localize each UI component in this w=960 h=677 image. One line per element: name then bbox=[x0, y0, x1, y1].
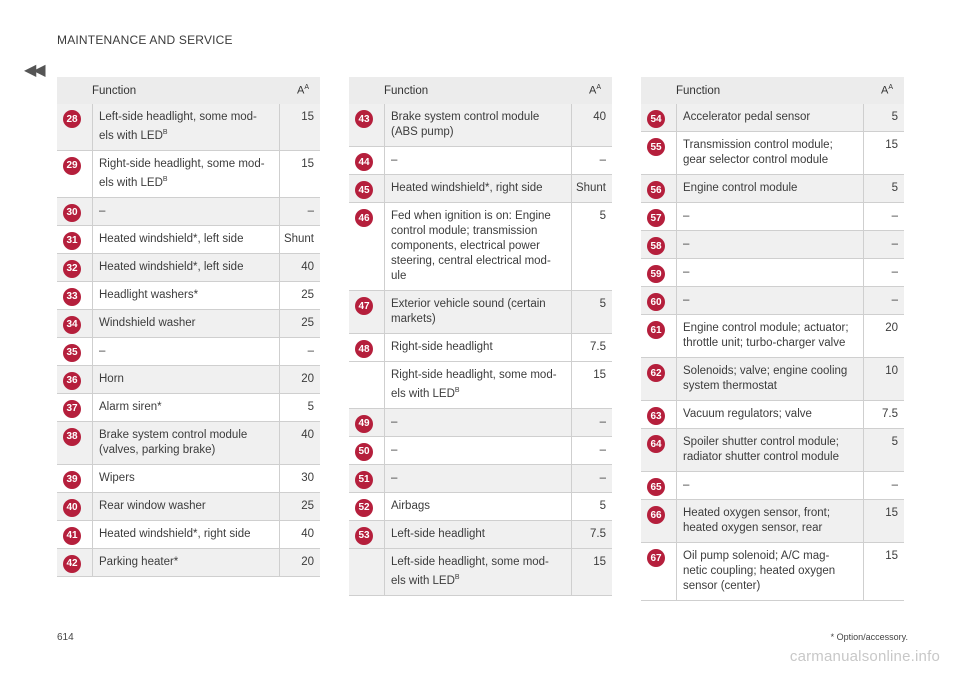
amperage-cell: 7.5 bbox=[590, 527, 606, 540]
fuse-number-cell bbox=[349, 493, 384, 520]
amperage-cell: – bbox=[891, 266, 898, 278]
footnote-marker: B bbox=[162, 129, 168, 136]
fuse-number-cell bbox=[57, 198, 92, 225]
fuse-number-cell bbox=[57, 151, 92, 197]
fuse-number-cell bbox=[57, 226, 92, 253]
fuse-number-badge: 59 bbox=[647, 265, 665, 283]
fuse-number-cell bbox=[349, 549, 384, 595]
fuse-number-badge: 29 bbox=[63, 157, 81, 175]
function-cell: Heated windshield*, left side bbox=[92, 226, 280, 253]
table-row bbox=[57, 465, 320, 493]
fuse-number-cell bbox=[641, 358, 676, 400]
fuse-number-cell bbox=[57, 422, 92, 464]
fuse-number-badge: 44 bbox=[355, 153, 373, 171]
fuse-number-badge: 33 bbox=[63, 288, 81, 306]
fuse-number-cell bbox=[57, 493, 92, 520]
amperage-cell: – bbox=[891, 294, 898, 306]
fuse-number-badge: 49 bbox=[355, 415, 373, 433]
fuse-number-badge: 34 bbox=[63, 316, 81, 334]
function-cell: Solenoids; valve; engine cooling system thermostat bbox=[676, 358, 864, 400]
amperage-cell: 15 bbox=[593, 369, 606, 381]
footnote: * Option/accessory. bbox=[830, 632, 908, 642]
footnote-marker: B bbox=[454, 573, 460, 581]
function-cell: Left-side headlight bbox=[384, 521, 572, 548]
watermark: carmanualsonline.info bbox=[789, 648, 940, 665]
fuse-number-cell bbox=[641, 203, 676, 230]
function-cell: Airbags bbox=[384, 493, 572, 520]
amperage-cell: – bbox=[599, 154, 606, 166]
table-row bbox=[57, 226, 320, 254]
fuse-number-badge: 56 bbox=[647, 181, 665, 199]
table-row bbox=[349, 465, 612, 493]
amperage-cell: – bbox=[307, 204, 314, 217]
fuse-number-cell bbox=[349, 521, 384, 548]
amperage-cell: 5 bbox=[599, 298, 606, 310]
fuse-number-cell bbox=[641, 429, 676, 471]
fuse-number-badge: 63 bbox=[647, 407, 665, 425]
amp-header: $A^A$ bbox=[880, 84, 893, 97]
fuse-number-cell bbox=[349, 437, 384, 464]
fuse-number-cell bbox=[641, 543, 676, 600]
function-cell: Left-side headlight, some mod-els with $LED^B$ bbox=[384, 549, 572, 595]
table-row bbox=[57, 151, 320, 198]
fuse-table-1 bbox=[57, 77, 320, 577]
table-header bbox=[57, 77, 320, 104]
function-cell: – bbox=[384, 409, 572, 436]
fuse-number-badge: 42 bbox=[63, 555, 81, 573]
fuse-number-cell bbox=[641, 287, 676, 314]
fuse-number-badge: 32 bbox=[63, 260, 81, 278]
amperage-cell: – bbox=[891, 238, 898, 250]
table-row bbox=[349, 147, 612, 175]
fuse-number-cell bbox=[57, 254, 92, 281]
fuse-number-cell bbox=[57, 549, 92, 576]
table-row bbox=[349, 493, 612, 521]
table-row bbox=[349, 362, 612, 409]
fuse-number-badge: 48 bbox=[355, 340, 373, 358]
table-row bbox=[349, 175, 612, 203]
amperage-cell: 20 bbox=[885, 322, 898, 334]
function-cell: Rear window washer bbox=[92, 493, 280, 520]
table-row bbox=[57, 198, 320, 226]
fuse-number-cell bbox=[349, 362, 384, 408]
function-cell: Right-side headlight, some mod-els with $LED^B$ bbox=[92, 151, 280, 197]
table-row bbox=[57, 394, 320, 422]
fuse-number-badge: 36 bbox=[63, 372, 81, 390]
fuse-number-badge: 60 bbox=[647, 293, 665, 311]
function-cell: Exterior vehicle sound (certain markets) bbox=[384, 291, 572, 333]
amperage-cell: 10 bbox=[885, 365, 898, 377]
amperage-cell: 5 bbox=[891, 182, 898, 194]
fuse-number-badge: 45 bbox=[355, 181, 373, 199]
function-cell: – bbox=[676, 287, 864, 314]
function-cell: – bbox=[384, 437, 572, 464]
amperage-cell: 15 bbox=[885, 139, 898, 151]
amperage-cell: – bbox=[891, 210, 898, 222]
function-header: Function bbox=[384, 84, 429, 97]
table-row bbox=[641, 287, 904, 315]
amperage-cell: 25 bbox=[301, 288, 314, 301]
amperage-cell: 15 bbox=[885, 550, 898, 562]
table-row bbox=[57, 254, 320, 282]
fuse-number-badge: 28 bbox=[63, 110, 81, 128]
fuse-number-badge: 51 bbox=[355, 471, 373, 489]
fuse-number-badge: 40 bbox=[63, 499, 81, 517]
fuse-number-badge: 58 bbox=[647, 237, 665, 255]
amperage-cell: Shunt bbox=[575, 182, 606, 194]
fuse-number-cell bbox=[349, 465, 384, 492]
function-cell: Horn bbox=[92, 366, 280, 393]
amperage-cell: 5 bbox=[307, 400, 314, 413]
amperage-cell: – bbox=[599, 471, 606, 484]
fuse-number-cell bbox=[641, 132, 676, 174]
table-row bbox=[641, 132, 904, 175]
fuse-number-cell bbox=[57, 394, 92, 421]
table-row bbox=[641, 401, 904, 429]
table-row bbox=[57, 549, 320, 577]
function-cell: Brake system control module (ABS pump) bbox=[384, 104, 572, 146]
function-header: Function bbox=[92, 84, 137, 97]
table-row bbox=[57, 366, 320, 394]
amperage-cell: Shunt bbox=[283, 232, 314, 245]
fuse-number-badge: 67 bbox=[647, 549, 665, 567]
fuse-number-cell bbox=[641, 231, 676, 258]
function-cell: – bbox=[676, 472, 864, 499]
function-cell: Fed when ignition is on: Engine control module; transmission components, electrical power steering, central electrical mod-ule bbox=[384, 203, 572, 290]
fuse-number-cell bbox=[641, 175, 676, 202]
table-row bbox=[349, 437, 612, 465]
table-row bbox=[57, 493, 320, 521]
function-cell: Oil pump solenoid; A/C mag-netic coupling; heated oxygen sensor (center) bbox=[676, 543, 864, 600]
function-cell: Heated oxygen sensor, front; heated oxygen sensor, rear bbox=[676, 500, 864, 542]
fuse-number-cell bbox=[641, 315, 676, 357]
table-row bbox=[349, 334, 612, 362]
table-row bbox=[641, 543, 904, 601]
amperage-cell: 5 bbox=[891, 111, 898, 123]
function-cell: – bbox=[92, 338, 280, 365]
table-row bbox=[641, 472, 904, 500]
function-cell: – bbox=[384, 147, 572, 174]
amperage-cell: 15 bbox=[301, 111, 314, 123]
table-row bbox=[349, 521, 612, 549]
amperage-cell: 15 bbox=[301, 157, 314, 170]
table-row bbox=[57, 521, 320, 549]
fuse-number-badge: 50 bbox=[355, 443, 373, 461]
amperage-cell: 15 bbox=[885, 507, 898, 519]
function-cell: Heated windshield*, right side bbox=[92, 521, 280, 548]
fuse-number-badge: 52 bbox=[355, 499, 373, 517]
table-row bbox=[641, 315, 904, 358]
fuse-number-badge: 66 bbox=[647, 506, 665, 524]
fuse-table-2 bbox=[349, 77, 612, 596]
amperage-cell: 25 bbox=[301, 316, 314, 329]
function-cell: Wipers bbox=[92, 465, 280, 492]
function-cell: Alarm siren* bbox=[92, 394, 280, 421]
table-row bbox=[641, 500, 904, 543]
table-row bbox=[641, 358, 904, 401]
amperage-cell: 20 bbox=[301, 555, 314, 568]
function-cell: Brake system control module (valves, parking brake) bbox=[92, 422, 280, 464]
amp-header: $A^A$ bbox=[588, 84, 601, 97]
function-cell: Windshield washer bbox=[92, 310, 280, 337]
fuse-number-badge: 64 bbox=[647, 435, 665, 453]
table-row bbox=[57, 422, 320, 465]
fuse-number-badge: 62 bbox=[647, 364, 665, 382]
amperage-cell: – bbox=[599, 443, 606, 456]
amp-header: $A^A$ bbox=[296, 84, 309, 97]
table-row bbox=[641, 429, 904, 472]
function-cell: – bbox=[676, 203, 864, 230]
function-cell: – bbox=[676, 259, 864, 286]
fuse-number-cell bbox=[349, 147, 384, 174]
fuse-number-cell bbox=[349, 104, 384, 146]
fuse-number-badge: 39 bbox=[63, 471, 81, 489]
table-row bbox=[349, 409, 612, 437]
fuse-number-cell bbox=[57, 310, 92, 337]
function-cell: Right-side headlight bbox=[384, 334, 572, 361]
fuse-number-badge: 46 bbox=[355, 209, 373, 227]
fuse-number-badge: 54 bbox=[647, 110, 665, 128]
fuse-number-cell bbox=[349, 334, 384, 361]
fuse-number-cell bbox=[349, 203, 384, 290]
fuse-number-cell bbox=[349, 409, 384, 436]
fuse-number-badge: 57 bbox=[647, 209, 665, 227]
amperage-cell: 20 bbox=[301, 372, 314, 385]
function-header: Function bbox=[676, 84, 721, 97]
fuse-number-cell bbox=[641, 500, 676, 542]
fuse-number-cell bbox=[349, 291, 384, 333]
table-row bbox=[641, 175, 904, 203]
function-cell: Heated windshield*, right side bbox=[384, 175, 572, 202]
fuse-number-badge: 53 bbox=[355, 527, 373, 545]
fuse-number-badge: 30 bbox=[63, 204, 81, 222]
page-number: 614 bbox=[57, 632, 74, 643]
table-row bbox=[641, 259, 904, 287]
fuse-number-cell bbox=[57, 282, 92, 309]
amperage-cell: 5 bbox=[599, 499, 606, 512]
function-cell: Transmission control module; gear selector control module bbox=[676, 132, 864, 174]
fuse-number-cell bbox=[349, 175, 384, 202]
amperage-cell: 40 bbox=[301, 527, 314, 540]
amperage-cell: 5 bbox=[599, 210, 606, 222]
fuse-number-cell bbox=[57, 338, 92, 365]
table-row bbox=[349, 203, 612, 291]
fuse-number-badge: 38 bbox=[63, 428, 81, 446]
amperage-cell: – bbox=[891, 479, 898, 491]
fuse-number-cell bbox=[641, 104, 676, 131]
function-cell: Headlight washers* bbox=[92, 282, 280, 309]
amperage-cell: 25 bbox=[301, 499, 314, 512]
table-row bbox=[641, 104, 904, 132]
fuse-number-cell bbox=[57, 366, 92, 393]
function-cell: – bbox=[384, 465, 572, 492]
fuse-number-badge: 41 bbox=[63, 527, 81, 545]
fuse-number-cell bbox=[641, 259, 676, 286]
amperage-cell: 7.5 bbox=[590, 341, 606, 353]
amperage-cell: 40 bbox=[301, 428, 314, 441]
amperage-cell: – bbox=[307, 344, 314, 357]
function-cell: Parking heater* bbox=[92, 549, 280, 576]
function-cell: Vacuum regulators; valve bbox=[676, 401, 864, 428]
fuse-number-badge: 61 bbox=[647, 321, 665, 339]
function-cell: Accelerator pedal sensor bbox=[676, 104, 864, 131]
function-cell: – bbox=[92, 198, 280, 225]
back-chevron-icon[interactable]: ◀◀ bbox=[24, 62, 43, 79]
table-row bbox=[57, 338, 320, 366]
function-cell: – bbox=[676, 231, 864, 258]
table-row bbox=[57, 310, 320, 338]
footnote-marker: B bbox=[454, 387, 460, 394]
table-row bbox=[349, 549, 612, 596]
function-cell: Engine control module; actuator; throttle unit; turbo-charger valve bbox=[676, 315, 864, 357]
amperage-cell: 40 bbox=[593, 111, 606, 123]
table-row bbox=[349, 291, 612, 334]
fuse-number-badge: 47 bbox=[355, 297, 373, 315]
fuse-number-cell bbox=[641, 472, 676, 499]
fuse-number-cell bbox=[641, 401, 676, 428]
fuse-number-badge: 37 bbox=[63, 400, 81, 418]
table-row bbox=[57, 282, 320, 310]
fuse-number-cell bbox=[57, 521, 92, 548]
fuse-number-badge: 55 bbox=[647, 138, 665, 156]
footnote-marker: B bbox=[162, 175, 168, 183]
fuse-number-badge: 35 bbox=[63, 344, 81, 362]
table-header bbox=[641, 77, 904, 104]
function-cell: Right-side headlight, some mod-els with $LED^B$ bbox=[384, 362, 572, 408]
fuse-number-badge: 65 bbox=[647, 478, 665, 496]
table-row bbox=[641, 203, 904, 231]
amperage-cell: 7.5 bbox=[882, 408, 898, 420]
fuse-table-3 bbox=[641, 77, 904, 601]
amperage-cell: – bbox=[599, 415, 606, 428]
function-cell: Left-side headlight, some mod-els with $LED^B$ bbox=[92, 104, 280, 150]
amperage-cell: 5 bbox=[891, 436, 898, 448]
fuse-number-cell bbox=[57, 104, 92, 150]
amperage-cell: 15 bbox=[593, 555, 606, 568]
table-row bbox=[641, 231, 904, 259]
function-cell: Spoiler shutter control module; radiator shutter control module bbox=[676, 429, 864, 471]
table-row bbox=[57, 104, 320, 151]
fuse-number-badge: 43 bbox=[355, 110, 373, 128]
fuse-number-badge: 31 bbox=[63, 232, 81, 250]
amperage-cell: 30 bbox=[301, 471, 314, 484]
function-cell: Engine control module bbox=[676, 175, 864, 202]
function-cell: Heated windshield*, left side bbox=[92, 254, 280, 281]
amperage-cell: 40 bbox=[301, 260, 314, 273]
fuse-number-cell bbox=[57, 465, 92, 492]
table-row bbox=[349, 104, 612, 147]
table-header bbox=[349, 77, 612, 104]
section-title: MAINTENANCE AND SERVICE bbox=[57, 33, 233, 47]
